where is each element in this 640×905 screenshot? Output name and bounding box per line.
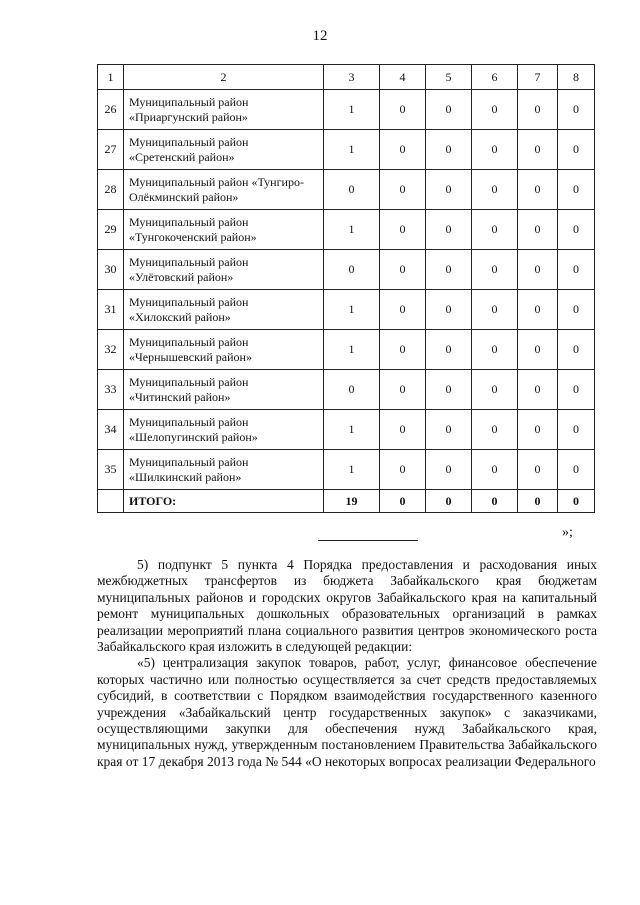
page-number: 12 — [312, 28, 328, 44]
district-name — [124, 130, 324, 170]
table-row — [98, 170, 595, 210]
district-name — [124, 450, 324, 490]
total-value-cell: 0 — [518, 490, 558, 513]
row-number: 26 — [98, 90, 124, 130]
total-value-cell: 0 — [558, 490, 595, 513]
value-cell: 0 — [426, 290, 472, 330]
value-cell: 0 — [380, 450, 426, 490]
value-cell: 0 — [558, 250, 595, 290]
row-number: 31 — [98, 290, 124, 330]
value-cell: 0 — [472, 330, 518, 370]
value-cell: 0 — [518, 450, 558, 490]
value-cell: 0 — [472, 370, 518, 410]
value-cell: 1 — [324, 450, 380, 490]
value-cell: 1 — [324, 290, 380, 330]
value-cell: 0 — [380, 130, 426, 170]
value-cell: 0 — [426, 330, 472, 370]
value-cell: 1 — [324, 210, 380, 250]
row-number: 33 — [98, 370, 124, 410]
value-cell: 0 — [558, 410, 595, 450]
value-cell: 0 — [558, 450, 595, 490]
subsidy-table — [97, 64, 595, 513]
header-cell: 2 — [124, 65, 324, 90]
header-cell: 8 — [558, 65, 595, 90]
table-row — [98, 410, 595, 450]
district-name-line1: Муниципальный район — [129, 294, 249, 309]
district-name-line1: Муниципальный район — [129, 414, 249, 429]
value-cell: 0 — [472, 450, 518, 490]
value-cell: 0 — [426, 370, 472, 410]
value-cell: 0 — [558, 290, 595, 330]
paragraph: 5) подпункт 5 пункта 4 Порядка предоставления и расходования иных межбюджетных трансфертов из бюджета Забайкальского края бюджетам муниципальных районов и городских округов Забайкальского края на капитальный ремонт муниципальных дошкольных образовательных организаций в рамках реализации мероприятий плана социального развития центров экономического роста Забайкальского края изложить в следующей редакции: — [97, 557, 597, 655]
district-name-line1: Муниципальный район — [129, 254, 249, 269]
table-row — [98, 130, 595, 170]
district-name-line2: «Приаргунский район» — [129, 109, 248, 124]
row-number: 35 — [98, 450, 124, 490]
row-number: 30 — [98, 250, 124, 290]
value-cell: 0 — [380, 410, 426, 450]
value-cell: 1 — [324, 330, 380, 370]
value-cell: 0 — [472, 90, 518, 130]
total-value-cell: 0 — [380, 490, 426, 513]
value-cell: 0 — [324, 250, 380, 290]
value-cell: 0 — [518, 130, 558, 170]
value-cell: 0 — [518, 250, 558, 290]
value-cell: 0 — [518, 170, 558, 210]
value-cell: 0 — [558, 90, 595, 130]
value-cell: 0 — [324, 170, 380, 210]
table-row — [98, 290, 595, 330]
value-cell: 0 — [472, 410, 518, 450]
total-label: ИТОГО: — [124, 490, 324, 513]
paragraph: «5) централизация закупок товаров, работ, услуг, финансовое обеспечение которых частично или полностью осуществляется за счет средств предоставляемых субсидий, в соответствии с Порядком взаимодействия государственного казенного учреждения «Забайкальский центр государственных закупок» с заказчиками, осуществляющими закупки для обеспечения нужд Забайкальского края, муниципальных нужд, утвержденным постановлением Правительства Забайкальского края от 17 декабря 2013 года № 544 «О некоторых вопросах реализации Федерального — [97, 655, 597, 769]
district-name-line2: «Улётовский район» — [129, 269, 234, 284]
value-cell: 0 — [324, 370, 380, 410]
value-cell: 0 — [426, 450, 472, 490]
value-cell: 0 — [380, 370, 426, 410]
table-row — [98, 90, 595, 130]
value-cell: 0 — [558, 130, 595, 170]
district-name-line2: «Тунгокоченский район» — [129, 229, 257, 244]
table-row — [98, 250, 595, 290]
closing-quote-mark: »; — [562, 525, 573, 540]
table-header-row — [98, 65, 595, 90]
district-name-line1: Муниципальный район — [129, 334, 249, 349]
value-cell: 0 — [518, 290, 558, 330]
district-name-line2: Олёкминский район» — [129, 189, 239, 204]
district-name — [124, 250, 324, 290]
value-cell: 0 — [426, 250, 472, 290]
value-cell: 0 — [558, 170, 595, 210]
table-row — [98, 330, 595, 370]
value-cell: 1 — [324, 90, 380, 130]
value-cell: 1 — [324, 410, 380, 450]
district-name-line1: Муниципальный район — [129, 374, 249, 389]
value-cell: 0 — [558, 370, 595, 410]
value-cell: 0 — [518, 210, 558, 250]
district-name-line2: «Сретенский район» — [129, 149, 235, 164]
value-cell: 0 — [380, 210, 426, 250]
district-name-line1: Муниципальный район — [129, 94, 249, 109]
district-name — [124, 370, 324, 410]
value-cell: 0 — [518, 410, 558, 450]
value-cell: 0 — [518, 330, 558, 370]
district-name-line1: Муниципальный район — [129, 214, 249, 229]
total-row — [98, 490, 595, 513]
value-cell: 0 — [380, 290, 426, 330]
total-value-cell: 0 — [426, 490, 472, 513]
district-name — [124, 330, 324, 370]
row-number: 28 — [98, 170, 124, 210]
body-text — [97, 557, 597, 770]
district-name-line1: Муниципальный район — [129, 134, 249, 149]
value-cell: 0 — [472, 250, 518, 290]
header-cell: 7 — [518, 65, 558, 90]
value-cell: 0 — [426, 130, 472, 170]
value-cell: 0 — [426, 90, 472, 130]
value-cell: 0 — [472, 290, 518, 330]
value-cell: 0 — [426, 410, 472, 450]
district-name-line2: «Шелопугинский район» — [129, 429, 258, 444]
value-cell: 0 — [426, 170, 472, 210]
value-cell: 1 — [324, 130, 380, 170]
district-name — [124, 170, 324, 210]
table-row — [98, 370, 595, 410]
value-cell: 0 — [472, 130, 518, 170]
header-cell: 5 — [426, 65, 472, 90]
value-cell: 0 — [518, 90, 558, 130]
row-number: 27 — [98, 130, 124, 170]
total-number-cell — [98, 490, 124, 513]
district-name-line2: «Хилокский район» — [129, 309, 231, 324]
value-cell: 0 — [380, 250, 426, 290]
header-cell: 3 — [324, 65, 380, 90]
district-name — [124, 90, 324, 130]
value-cell: 0 — [380, 330, 426, 370]
value-cell: 0 — [472, 170, 518, 210]
header-cell: 4 — [380, 65, 426, 90]
district-name-line1: Муниципальный район «Тунгиро- — [129, 174, 304, 189]
value-cell: 0 — [380, 90, 426, 130]
header-cell: 1 — [98, 65, 124, 90]
table-row — [98, 210, 595, 250]
value-cell: 0 — [558, 210, 595, 250]
total-value-cell: 0 — [472, 490, 518, 513]
district-name-line2: «Читинский район» — [129, 389, 231, 404]
district-name — [124, 210, 324, 250]
value-cell: 0 — [558, 330, 595, 370]
value-cell: 0 — [426, 210, 472, 250]
closing-underline — [318, 540, 418, 541]
table-row — [98, 450, 595, 490]
value-cell: 0 — [518, 370, 558, 410]
header-cell: 6 — [472, 65, 518, 90]
row-number: 34 — [98, 410, 124, 450]
row-number: 29 — [98, 210, 124, 250]
district-name — [124, 410, 324, 450]
district-name-line2: «Шилкинский район» — [129, 469, 242, 484]
district-name-line2: «Чернышевский район» — [129, 349, 252, 364]
value-cell: 0 — [472, 210, 518, 250]
district-name — [124, 290, 324, 330]
total-value-cell: 19 — [324, 490, 380, 513]
value-cell: 0 — [380, 170, 426, 210]
row-number: 32 — [98, 330, 124, 370]
district-name-line1: Муниципальный район — [129, 454, 249, 469]
